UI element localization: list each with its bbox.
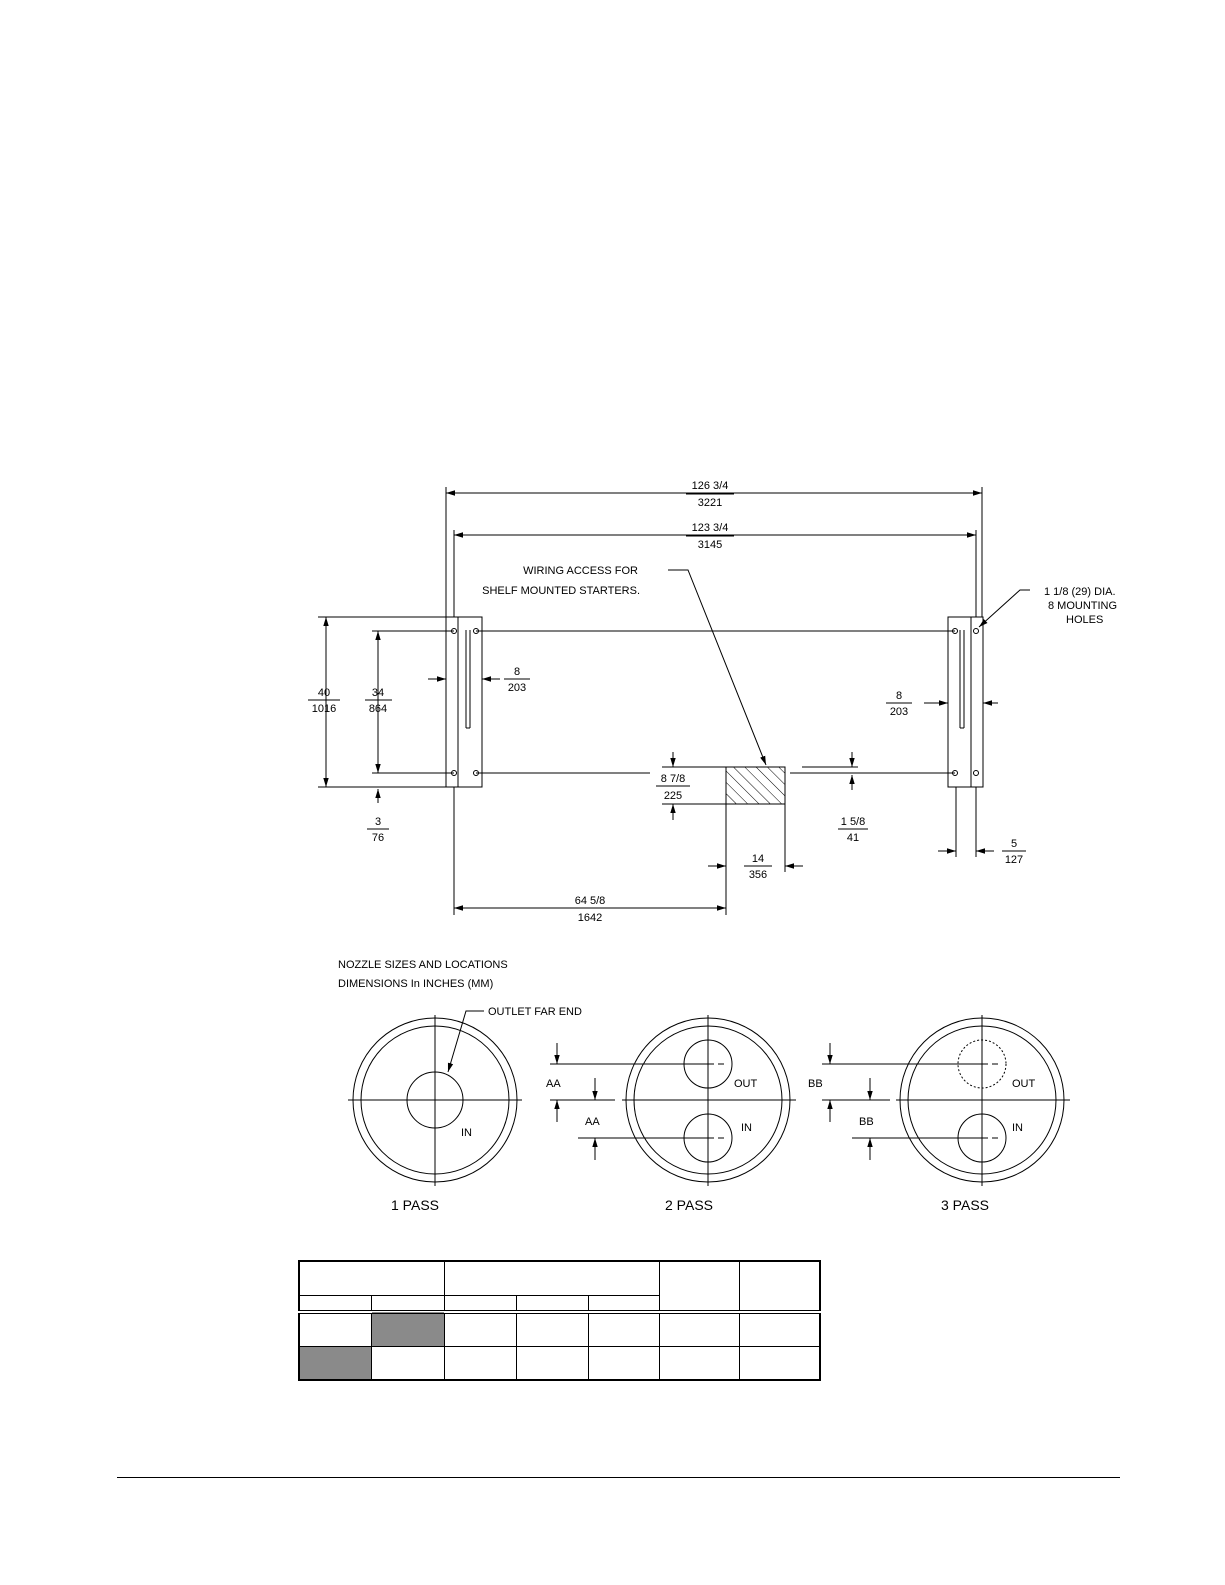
table-cell [516,1312,588,1347]
outlet-far-end-note: OUTLET FAR END [488,1006,582,1018]
end-offset-mm: 127 [1004,854,1024,866]
table-cell [444,1347,516,1381]
table-subheader-cell [372,1296,444,1313]
left-inset-in: 8 [513,666,521,678]
two-pass-view [550,1015,796,1186]
left-foot-outline [446,617,482,787]
holes-note-line2: 8 MOUNTING [1048,600,1118,612]
right-inset-mm: 203 [889,706,909,718]
wiring-note-line1: WIRING ACCESS FOR [523,565,638,577]
overall-width-in: 40 [317,687,331,699]
nozzle-section-title: NOZZLE SIZES AND LOCATIONS [338,959,508,971]
table-subheader-cell [299,1296,372,1313]
two-pass-aa-outer: AA [546,1078,561,1090]
wiring-note-line2: SHELF MOUNTED STARTERS. [482,585,640,597]
three-pass-view [822,1015,1070,1186]
one-pass-in-label: IN [461,1127,472,1139]
table-cell [589,1312,659,1347]
hole-offset-mm: 76 [371,832,385,844]
table-subheader-cell [444,1296,516,1313]
table-cell-shaded [372,1312,444,1347]
overall-length-mm: 3221 [697,497,723,509]
hole-offset-in: 3 [374,816,382,828]
table-cell [444,1312,516,1347]
table-cell [739,1312,820,1347]
overall-length-in: 126 3/4 [691,480,729,492]
one-pass-view [348,1011,522,1186]
table-header-cell [444,1261,659,1296]
overall-width-mm: 1016 [311,703,337,715]
mount-width-in: 34 [371,687,385,699]
table-subheader-cell [589,1296,659,1313]
mounting-hole [974,629,979,634]
nozzle-dimension-table [298,1260,821,1381]
table-cell [299,1312,372,1347]
mount-width-mm: 864 [368,703,388,715]
holes-note-line1: 1 1/8 (29) DIA. [1044,586,1116,598]
three-pass-bb-outer: BB [808,1078,823,1090]
table-header-cell [739,1261,820,1312]
table-cell [659,1312,739,1347]
three-pass-in-label: IN [1012,1122,1023,1134]
table-header-cell [659,1261,739,1312]
two-pass-in-label: IN [741,1122,752,1134]
mount-length-in: 123 3/4 [691,522,729,534]
access-location-in: 64 5/8 [574,895,606,907]
table-subheader-cell [516,1296,588,1313]
wiring-access-area [726,767,785,804]
table-cell [516,1347,588,1381]
table-cell [589,1347,659,1381]
wiring-leader [668,570,766,765]
three-pass-out-label: OUT [1012,1078,1036,1090]
table-cell [659,1347,739,1381]
table-cell [739,1347,820,1381]
right-inset-in: 8 [895,690,903,702]
three-pass-label: 3 PASS [941,1197,989,1213]
one-pass-label: 1 PASS [391,1197,439,1213]
table-cell [372,1347,444,1381]
footer-rule [117,1477,1120,1478]
access-offset-in: 1 5/8 [840,816,866,828]
three-pass-bb-inner: BB [859,1116,874,1128]
access-depth-in: 8 7/8 [660,773,686,785]
access-location-mm: 1642 [577,912,603,924]
holes-leader [979,590,1030,627]
left-inset-mm: 203 [507,682,527,694]
access-depth-mm: 225 [663,790,683,802]
mounting-hole [974,771,979,776]
end-offset-in: 5 [1010,838,1018,850]
table-row [299,1312,820,1347]
nozzle-section-units: DIMENSIONS In INCHES (MM) [338,978,494,990]
table-header-cell [299,1261,444,1296]
right-foot-outline [948,617,983,787]
table-cell-shaded [299,1347,372,1381]
two-pass-out-label: OUT [734,1078,758,1090]
access-offset-mm: 41 [846,832,860,844]
access-width-mm: 356 [748,869,768,881]
two-pass-label: 2 PASS [665,1197,713,1213]
table-row [299,1347,820,1381]
two-pass-aa-inner: AA [585,1116,600,1128]
access-width-in: 14 [751,853,765,865]
holes-note-line3: HOLES [1066,614,1104,626]
mount-length-mm: 3145 [697,539,723,551]
